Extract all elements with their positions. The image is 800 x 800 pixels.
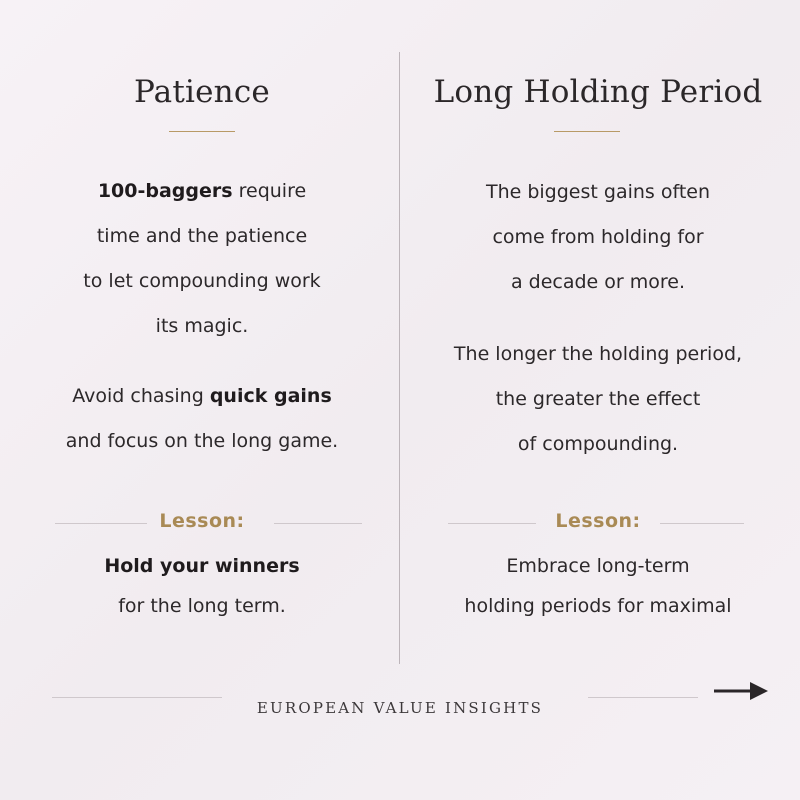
text-line: for the long term.: [118, 595, 286, 617]
patience-title: Patience: [134, 74, 270, 110]
text-line: the greater the effect: [495, 388, 701, 410]
long-holding-paragraph-2: [408, 332, 788, 467]
brand-footer: EUROPEAN VALUE INSIGHTS: [256, 699, 544, 717]
column-divider: [399, 52, 400, 664]
long-holding-lesson-text: [408, 546, 788, 626]
lesson-rule-right: [660, 523, 744, 524]
text-line: a decade or more.: [510, 271, 686, 293]
text-line: and focus on the long game.: [65, 430, 339, 452]
highlight-text: 100-baggers: [97, 180, 233, 202]
lesson-header: [408, 510, 788, 538]
text-fragment: require: [232, 180, 307, 202]
text-line: of compounding.: [517, 433, 679, 455]
text-fragment: Avoid chasing: [72, 385, 210, 407]
text-line: Embrace long-term: [506, 555, 690, 577]
text-line: The longer the holding period,: [453, 343, 743, 365]
patience-lesson-text: [12, 546, 392, 626]
lesson-label: Lesson:: [159, 510, 245, 532]
text-line: holding periods for maximal: [464, 595, 732, 617]
arrow-right-icon[interactable]: [714, 680, 768, 702]
lesson-label: Lesson:: [555, 510, 641, 532]
text-line: The biggest gains often: [485, 181, 711, 203]
text-line: to let compounding work: [83, 270, 321, 292]
highlight-text: quick gains: [209, 385, 332, 407]
title-underline: [169, 131, 235, 132]
long-holding-paragraph-1: [408, 170, 788, 305]
long-holding-title: Long Holding Period: [433, 74, 763, 110]
patience-paragraph-1: [12, 169, 392, 349]
text-line: [12, 374, 392, 419]
patience-paragraph-2: [12, 374, 392, 464]
text-line: come from holding for: [492, 226, 704, 248]
text-line: [12, 169, 392, 214]
lesson-header: [12, 510, 392, 538]
text-line: Hold your winners: [104, 555, 300, 577]
title-underline: [554, 131, 620, 132]
text-line: time and the patience: [96, 225, 308, 247]
lesson-rule-right: [274, 523, 362, 524]
footer-rule-left: [52, 697, 222, 698]
footer-rule-right: [588, 697, 698, 698]
text-line: its magic.: [155, 315, 249, 337]
